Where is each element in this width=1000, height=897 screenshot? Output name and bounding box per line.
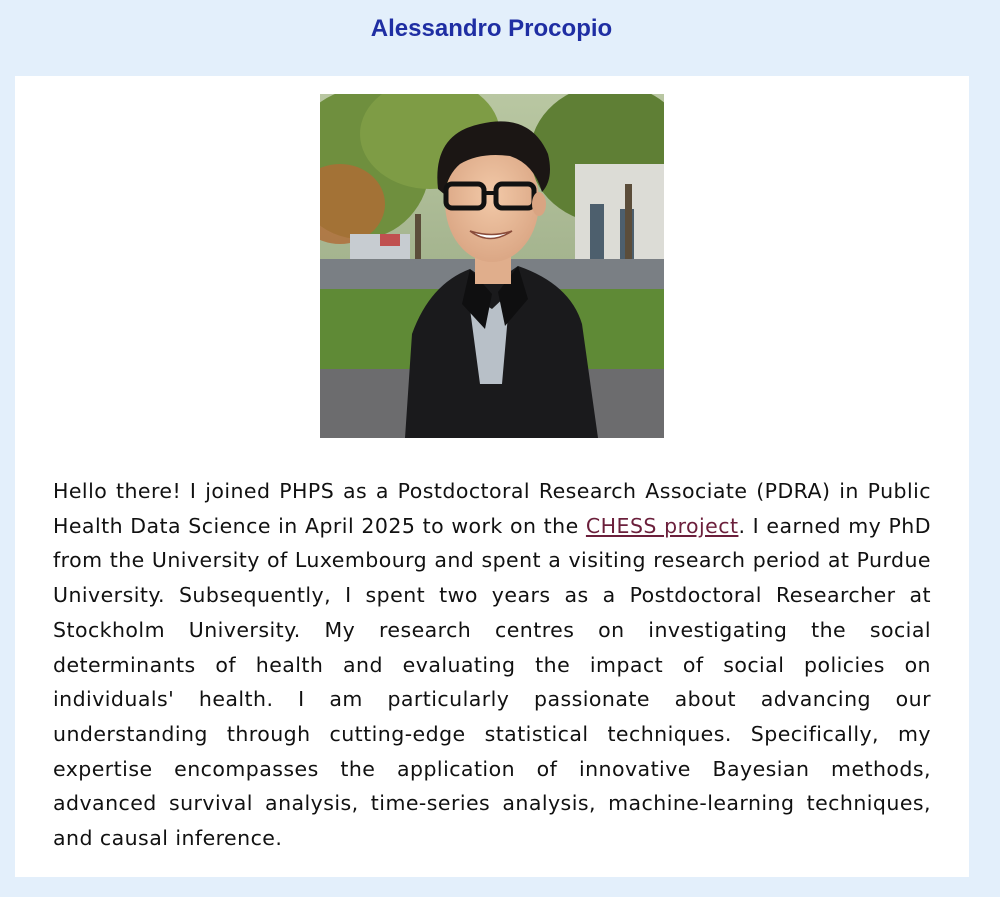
profile-photo-illustration — [320, 94, 664, 438]
bio-text-main: . I earned my PhD from the University of Luxembourg and spent a visiting research period at Purdue University. Subsequently, I spent two years as a Postdoctoral Researcher at Stockholm University. My research centres on investigating the social determinants of health and evaluating the impact of social policies on individuals' health. I am particularly passionate about advancing our understanding through cutting-edge statistical techniques. Specifically, my expertise encompasses the application of innovative Bayesian methods, advanced survival analysis, time-series analysis, machine-learning techniques, and causal inference. — [53, 513, 931, 851]
bio-text-intro: Hello there! I joined PHPS as a Postdoctoral Research Associate (PDRA) in Public Health Data Science in April 2025 to work on the — [53, 479, 931, 538]
profile-card — [15, 76, 969, 877]
profile-photo — [320, 94, 664, 438]
page-title: Alessandro Procopio — [370, 15, 613, 42]
chess-project-link[interactable]: CHESS project — [585, 513, 739, 538]
bio-paragraph — [53, 474, 931, 856]
